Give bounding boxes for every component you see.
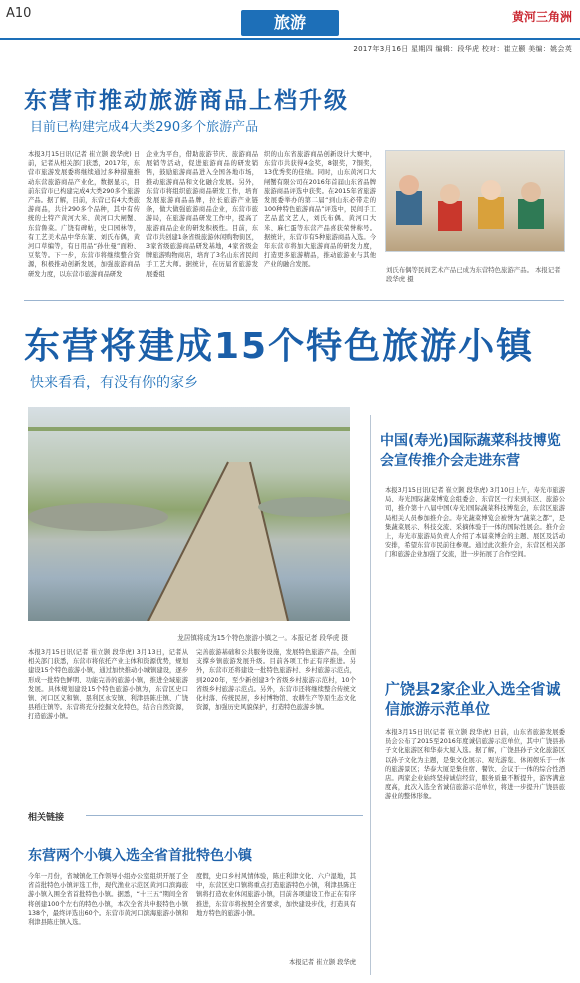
masthead-logo: 黄河三角洲 <box>511 10 572 24</box>
story1-subhead: 目前已构建完成4大类290多个旅游产品 <box>30 120 259 135</box>
related-link-label: 相关链接 <box>28 813 65 823</box>
story2-caption: 龙居镇将成为15个特色旅游小镇之一。本报记者 段华虎 摄 <box>177 634 348 642</box>
related-byline: 本报记者 崔立颢 段华虎 <box>289 959 356 966</box>
story2-col1: 本报3月15日讯(记者 崔立颢 段华虎) 3月13日，记者从相关部门获悉，东营市将依托产业主体和资源优势，规划建设15个特色旅游小镇，通过加快推动小城镇建设，逐步形成一批特色鲜明、功能完善的旅游小镇，推进全域旅游发展。具体规划建设15个特色旅游小镇为，东营区史口镇、河口区义和镇、垦利区永安镇、利津县陈庄镇、广饶县稻庄镇等。东营将充分挖掘文化特色，结合自然资源，打造旅游小镇。 <box>28 649 188 721</box>
related-rule <box>86 815 363 816</box>
story1-photo <box>385 150 565 252</box>
header-rule <box>0 38 580 40</box>
story1-caption: 刘氏布偶等民间艺术产品已成为东营特色旅游产品。 本报记者 段华虎 摄 <box>386 266 561 283</box>
dateline: 2017年3月16日 星期四 编辑：段华虎 校对：崔立颢 美编：姚会英 <box>353 45 572 53</box>
bridge-photo-illustration <box>28 407 350 621</box>
story1-col2: 企业为平台，借助旅游节庆、旅游商品展销等活动，促进旅游商品的研发销售，鼓励旅游商品进入全国各地市场，推动旅游商品和文化融合发展。另外，东营市将组织旅游商品研发工作，培育发展旅游商品品牌，拉长旅游产业链条，做大做强旅游商品企业，东营市旅游局，在旅游商品研发工作中，提高了旅游商品企业的研发积极性。目前，东营市共创建1条省级旅游休闲购物街区，3家省级旅游商品研发基地，4家省级金牌旅游购物商店，培育了3名山东省民间手工艺大师。据统计，在历届省旅游发展委组 <box>146 151 258 278</box>
story2-headline: 东营将建成15个特色旅游小镇 <box>24 326 535 367</box>
story4-headline: 广饶县2家企业入选全省诚信旅游示范单位 <box>385 680 561 718</box>
page-label: A10 <box>6 6 32 21</box>
story4-body: 本报3月15日讯(记者 崔立颢 段华虎) 日前，山东省旅游发展委员会公布了2015至2016年度诚信旅游示范单位，其中广饶县孙子文化旅游区和华泰大厦入选。据了解，广饶县孙子文化旅游区以孙子文化为主题，是集文化展示、观光游览、休闲娱乐于一体的旅游景区；华泰大厦是集住宿、餐饮、会议于一体的综合性酒店。两家企业始终坚持诚信经营，服务质量不断提升，游客满意度高，此次入选全省诚信旅游示范单位，将进一步提升广饶县旅游业的整体形象。 <box>385 729 565 801</box>
story1-col3: 织的山东省旅游商品创新设计大赛中，东营市共获得4金奖，8银奖，7铜奖，13优秀奖的佳绩。同时，山东黄河口大闸蟹有限公司在2016年首届山东省品牌旅游商品评选中获奖。在2015年省旅游发展委举办的第二届“到山东必带走的100种特色旅游商品”评选中，民间手工艺品蓝文艺人，刘氏布偶、黄河口大米、麻仁蛋等东营产品喜获荣誉称号。据统计，东营市有5种旅游商品入选。今年东营市将加大旅游商品的研发力度，打造更多旅游精品，推动旅游业与其他产业的融合发展。 <box>264 151 376 269</box>
story2-photo <box>28 407 350 621</box>
puppet-photo-illustration <box>386 151 564 251</box>
story3-body: 本报3月15日讯(记者 崔立颢 段华虎) 3月10日上午，寿光市旅游局、寿光国际蔬菜博览会组委会、东营区一行来到东区、旅游公司，推介第十八届中国(寿光)国际蔬菜科技博览会，东营区旅游局相关人员参加推介会。寿光蔬菜博览会被誉为“蔬菜之都”，是集蔬菜展示、科技交流、采摘体验于一体的国际性展会。推介会上，寿光市旅游局负责人介绍了本届菜博会的主题、展区及活动安排，希望东营市民前往参观。通过此次推介会，东营区相关部门和旅游企业加强了交流，进一步拓展了合作空间。 <box>385 487 565 559</box>
section-tab: 旅游 <box>241 10 339 36</box>
related-headline: 东营两个小镇入选全省首批特色小镇 <box>28 848 252 864</box>
related-col1: 今年一月份，省城镇化工作领导小组办公室组织开展了全省首批特色小镇评选工作，现代渔业示范区黄河口滨海旅游小镇入围全省首批特色小镇。据悉，“十三五”期间全省将创建100个左右的特色小镇，本次全省共申报特色小镇138个，最终评选出60个。东营市黄河口滨海旅游小镇和利津县陈庄镇入选。 <box>28 873 188 927</box>
story1-headline: 东营市推动旅游商品上档升级 <box>24 88 349 114</box>
story1-col1: 本报3月15日讯(记者 崔立颢 段华虎) 日前，记者从相关部门获悉，2017年，东营市旅游发展委将继续通过多种措施推动东营旅游商品产业化，数据显示，目前东营市已构建完成4大类290多个旅游产品。据了解，目前，东营已有4大类旅游商品，共计290多个品种，其中有传统的土特产黄河大米、黄河口大闸蟹、东营鲁菜。广饶有碑帖，史口园林等，有工艺美术品中华东篆、刘氏布偶，黄河口草编等，有日用品“孙仕曼”面粉、豆浆等。下一步，东营市将继续整合资源，积极推动创新发展，加强旅游商品研发力度，以东营市旅游商品研发 <box>28 151 140 278</box>
story2-subhead: 快来看看，有没有你的家乡 <box>30 375 198 391</box>
related-col2: 度假，史口乡村风情体验，陈庄利津文化、六户湿地，其中，东营区史口镇将重点打造旅游特色小镇，利津县陈庄镇将打造农业休闲旅游小镇，目前各项建设工作正在有序推进，东营市将按照全省要求，加快建设步伐，打造具有地方特色的旅游小镇。 <box>196 873 356 917</box>
story3-headline: 中国(寿光)国际蔬菜科技博览会宣传推介会走进东营 <box>380 433 561 469</box>
story2-col2: 完善旅游基础和公共服务设施，发展特色旅游产品，全面支撑乡镇旅游发展升级。目前各项工作正有序推进。另外，东营市还将建设一批特色旅游村、乡村旅游示范点，到2020年，至少新创建3个省级乡村旅游示范村，10个省级乡村旅游示范点。另外，东营市还将继续整合传统文化村落、传统民居，乡村博物馆、农耕生产等原生态文化资源，加强历史风貌保护，打造特色旅游乡镇。 <box>196 649 356 712</box>
column-divider <box>370 415 371 975</box>
section-divider <box>24 300 564 301</box>
